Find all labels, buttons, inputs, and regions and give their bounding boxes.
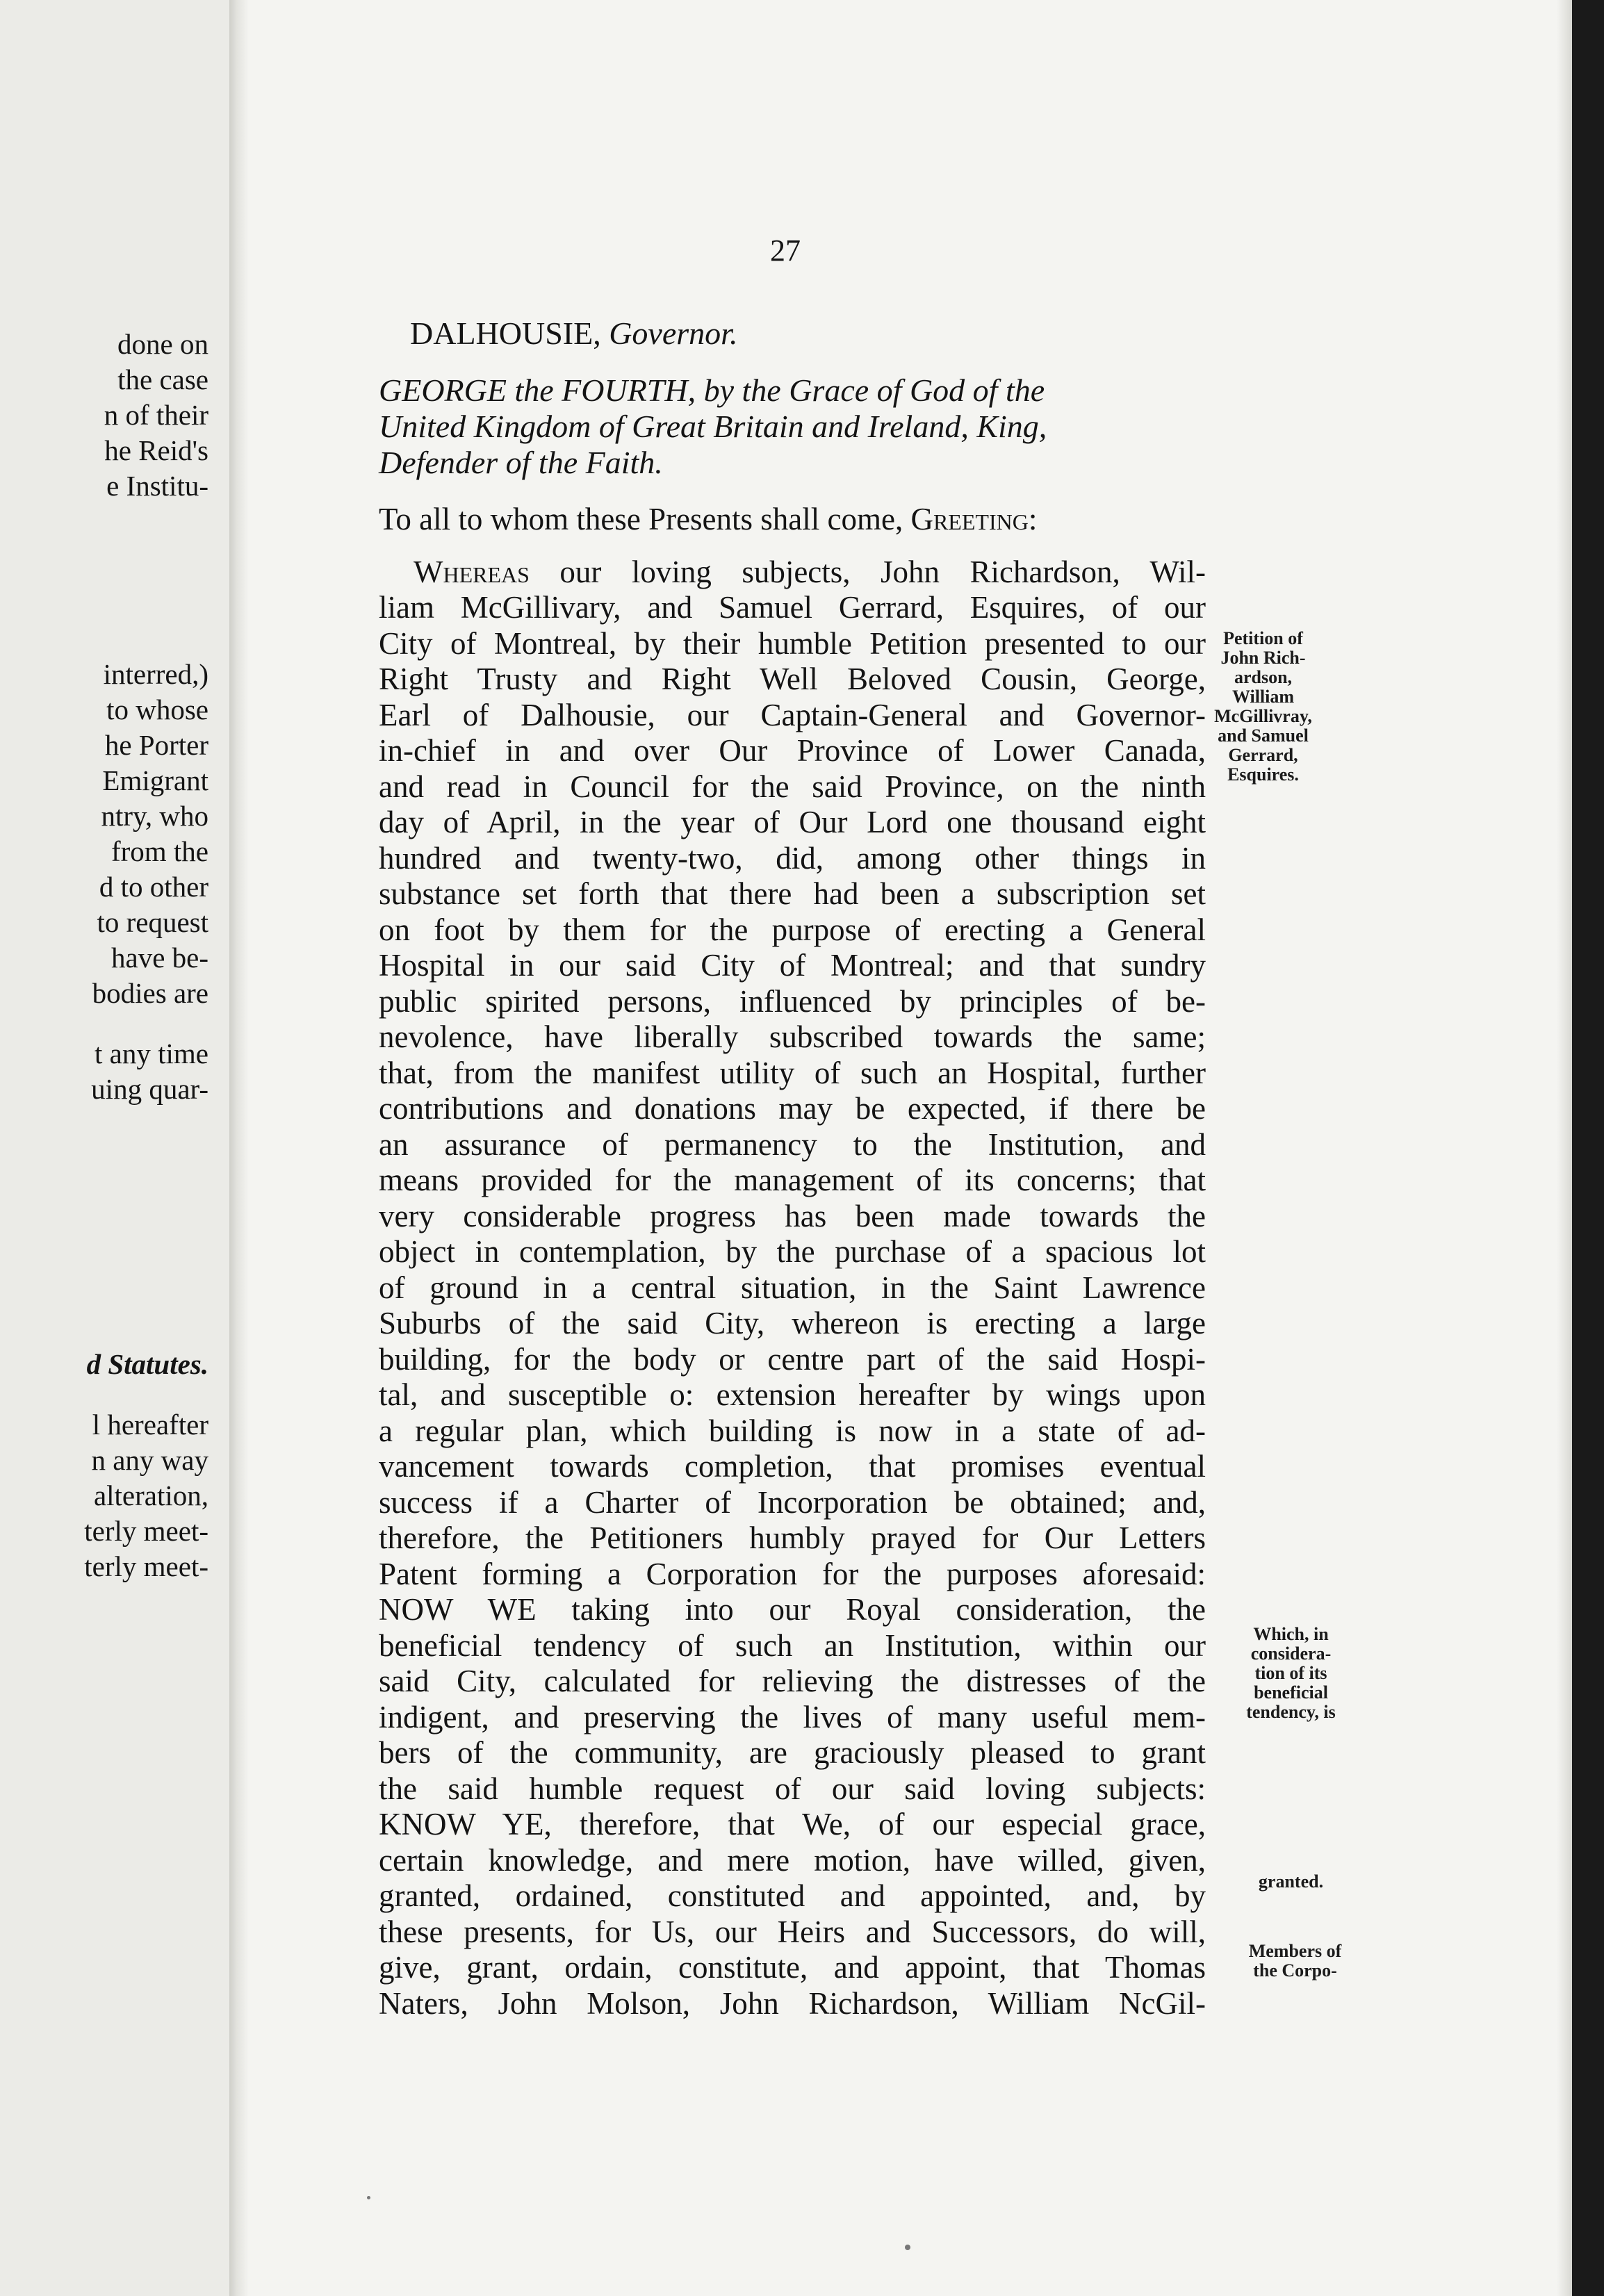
governor-name: DALHOUSIE,	[410, 315, 601, 351]
body-line: therefore, the Petitioners humbly prayed for Our Letters	[379, 1520, 1206, 1555]
royal-title-line: GEORGE the FOURTH, by the Grace of God of the	[379, 372, 1045, 408]
left-page-line: done on	[117, 328, 208, 360]
body-line: Patent forming a Corporation for the purposes aforesaid:	[379, 1556, 1206, 1591]
left-page-line: e Institu-	[106, 470, 208, 502]
marginal-note-line: tendency, is	[1246, 1702, 1336, 1722]
marginal-note-line: John Rich-	[1220, 648, 1306, 668]
body-line: bers of the community, are graciously pleased to grant	[379, 1735, 1206, 1770]
page-edge-shading	[1557, 0, 1572, 2296]
body-line: Naters, John Molson, John Richardson, William NcGil-	[379, 1985, 1206, 2021]
royal-title-line: United Kingdom of Great Britain and Ireland, King,	[379, 409, 1047, 444]
body-line: a regular plan, which building is now in a state of ad-	[379, 1413, 1206, 1448]
body-line: Hospital in our said City of Montreal; and that sundry	[379, 948, 1206, 983]
body-line: hundred and twenty-two, did, among other things in	[379, 840, 1206, 876]
left-page-line: to whose	[106, 694, 208, 725]
left-page-line: he Reid's	[104, 434, 208, 466]
left-page-line: uing quar-	[91, 1073, 208, 1105]
marginal-note-granted	[1230, 1872, 1352, 1892]
marginal-note-line: Petition of	[1223, 628, 1303, 648]
body-line: indigent, and preserving the lives of many useful mem-	[379, 1699, 1206, 1735]
body-line: NOW WE taking into our Royal consideration, the	[379, 1592, 1206, 1627]
scan-speck	[367, 2196, 370, 2199]
marginal-note-members	[1234, 1942, 1356, 1981]
marginal-note-line: and Samuel	[1218, 725, 1309, 746]
marginal-note-line: Esquires.	[1227, 764, 1299, 785]
marginal-note-line: Members of	[1248, 1941, 1342, 1961]
left-page-line: have be-	[111, 942, 208, 974]
body-line: means provided for the management of its concerns; that	[379, 1163, 1206, 1197]
governor-title: Governor.	[609, 315, 738, 351]
scan-border	[1572, 0, 1604, 2296]
left-page-line: interred,)	[103, 658, 208, 690]
marginal-note-line: Gerrard,	[1228, 745, 1298, 765]
body-line: building, for the body or centre part of the said Hospi-	[379, 1341, 1206, 1377]
left-page-line: terly meet-	[84, 1550, 208, 1582]
left-page-block-4	[0, 1407, 208, 1584]
body-line: nevolence, have liberally subscribed towards the same;	[379, 1019, 1206, 1054]
body-first-line-rest: our loving subjects, John Richardson, Wil-	[559, 554, 1206, 589]
left-page-line: bodies are	[92, 977, 208, 1009]
marginal-note-line: granted.	[1258, 1871, 1324, 1892]
body-line: substance set forth that there had been a subscription set	[379, 876, 1206, 911]
left-page-line: Emigrant	[102, 764, 208, 796]
left-page-block-2	[0, 657, 208, 1011]
greeting: Greeting:	[910, 502, 1038, 536]
body-line: that, from the manifest utility of such an Hospital, further	[379, 1055, 1206, 1090]
governor-line	[410, 314, 1206, 353]
left-page-line: alteration,	[93, 1479, 208, 1511]
body-line: object in contemplation, by the purchase of a spacious lot	[379, 1234, 1206, 1269]
left-page-block-3	[0, 1036, 208, 1107]
marginal-note-line: McGillivray,	[1214, 706, 1312, 726]
body-line: City of Montreal, by their humble Petition presented to our	[379, 625, 1206, 661]
body-line: on foot by them for the purpose of erecting a General	[379, 912, 1206, 947]
main-text-column	[379, 314, 1206, 2022]
body-line: an assurance of permanency to the Institution, and	[379, 1126, 1206, 1162]
body-line: tal, and susceptible o: extension hereafter by wings upon	[379, 1377, 1206, 1412]
body-line: success if a Charter of Incorporation be obtained; and,	[379, 1484, 1206, 1520]
body-line: said City, calculated for relieving the distresses of the	[379, 1664, 1206, 1698]
left-page-line: from the	[111, 835, 208, 867]
body-line: certain knowledge, and mere motion, have willed, given,	[379, 1842, 1206, 1878]
body-line: beneficial tendency of such an Institution, within our	[379, 1627, 1206, 1663]
left-page-line: d to other	[99, 871, 208, 903]
marginal-note-line: considera-	[1250, 1643, 1332, 1664]
left-page-line: l hereafter	[92, 1409, 208, 1441]
body-line: contributions and donations may be expected, if there be	[379, 1091, 1206, 1126]
marginal-note-petition	[1202, 629, 1324, 785]
marginal-note-line: the Corpo-	[1253, 1960, 1337, 1981]
left-page-block-1	[0, 327, 208, 504]
page-number: 27	[770, 233, 801, 268]
left-page-line: he Porter	[104, 729, 208, 761]
letters-patent-body	[379, 555, 1206, 2022]
body-line: day of April, in the year of Our Lord one thousand eight	[379, 805, 1206, 839]
left-page-heading: d Statutes.	[86, 1348, 208, 1380]
royal-title	[379, 372, 1206, 481]
left-page-line: n of their	[104, 399, 208, 431]
body-line: in-chief in and over Our Province of Lower Canada,	[379, 733, 1206, 768]
address-line	[379, 502, 1206, 538]
body-line: liam McGillivary, and Samuel Gerrard, Esquires, of our	[379, 590, 1206, 625]
scan-speck	[905, 2245, 910, 2250]
body-line: give, grant, ordain, constitute, and appoint, that Thomas	[379, 1950, 1206, 1985]
left-page-line: n any way	[91, 1444, 208, 1476]
body-line-first	[379, 555, 1206, 591]
address-text: To all to whom these Presents shall come,	[379, 502, 903, 536]
body-line: public spirited persons, influenced by principles of be-	[379, 983, 1206, 1019]
marginal-note-line: ardson,	[1234, 667, 1293, 687]
royal-title-line: Defender of the Faith.	[379, 445, 663, 480]
body-line: and read in Council for the said Province, on the ninth	[379, 769, 1206, 804]
marginal-note-line: Which, in	[1253, 1624, 1329, 1644]
left-page-fragment	[0, 327, 208, 1584]
body-line: KNOW YE, therefore, that We, of our especial grace,	[379, 1807, 1206, 1842]
body-line: vancement towards completion, that promises eventual	[379, 1449, 1206, 1484]
whereas-word: Whereas	[414, 554, 530, 589]
left-page-line: terly meet-	[84, 1515, 208, 1547]
marginal-note-line: tion of its	[1254, 1663, 1327, 1683]
body-line: Earl of Dalhousie, our Captain-General and Governor-	[379, 697, 1206, 732]
left-page-line: t any time	[95, 1038, 208, 1069]
marginal-note-line: beneficial	[1254, 1682, 1328, 1703]
book-gutter	[229, 0, 249, 2296]
left-page-line: ntry, who	[101, 800, 208, 832]
body-line: of ground in a central situation, in the Saint Lawrence	[379, 1270, 1206, 1305]
left-page-line: the case	[117, 363, 208, 395]
body-line: the said humble request of our said loving subjects:	[379, 1771, 1206, 1806]
body-line: very considerable progress has been made towards the	[379, 1198, 1206, 1233]
marginal-note-line: William	[1231, 687, 1295, 707]
left-page-line: to request	[97, 906, 208, 938]
body-line: these presents, for Us, our Heirs and Successors, do will,	[379, 1914, 1206, 1949]
body-line: granted, ordained, constituted and appointed, and, by	[379, 1878, 1206, 1913]
marginal-note-consideration	[1230, 1625, 1352, 1722]
body-line: Right Trusty and Right Well Beloved Cousin, George,	[379, 662, 1206, 696]
body-line: Suburbs of the said City, whereon is erecting a large	[379, 1306, 1206, 1340]
